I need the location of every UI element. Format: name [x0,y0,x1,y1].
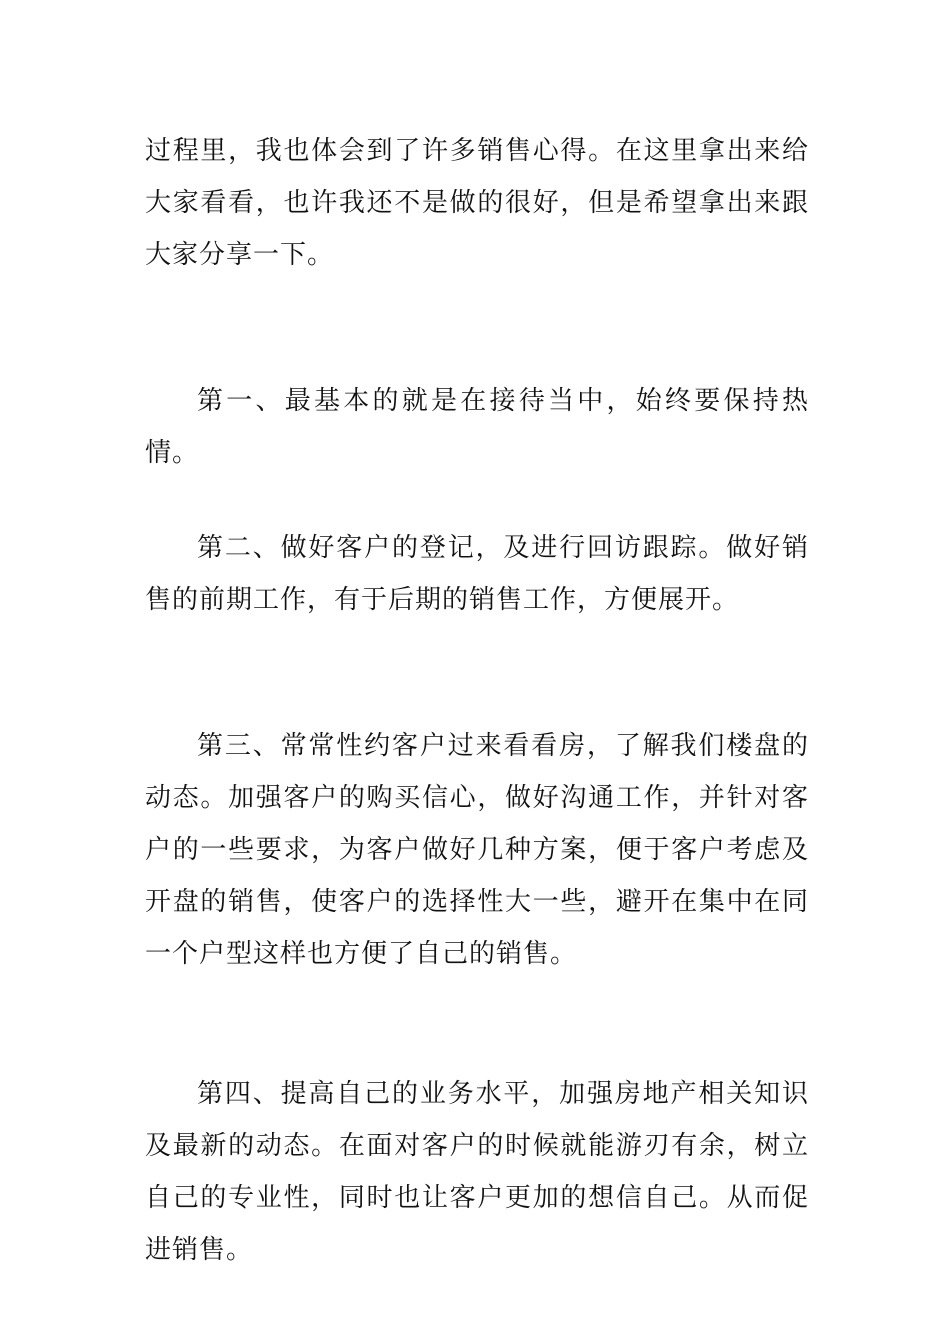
paragraph-point-two: 第二、做好客户的登记，及进行回访跟踪。做好销售的前期工作，有于后期的销售工作，方便展开。 [145,533,809,615]
paragraph-point-four: 第四、提高自己的业务水平，加强房地产相关知识及最新的动态。在面对客户的时候就能游刃有余，树立自己的专业性，同时也让客户更加的想信自己。从而促进销售。 [145,1079,809,1265]
paragraph-point-one: 第一、最基本的就是在接待当中，始终要保持热情。 [145,386,809,468]
paragraph-intro-continuation: 过程里，我也体会到了许多销售心得。在这里拿出来给大家看看，也许我还不是做的很好，但是希望拿出来跟大家分享一下。 [145,136,809,270]
paragraph-point-three: 第三、常常性约客户过来看看房，了解我们楼盘的动态。加强客户的购买信心，做好沟通工作，并针对客户的一些要求，为客户做好几种方案，便于客户考虑及开盘的销售，使客户的选择性大一些，避开在集中在同一个户型这样也方便了自己的销售。 [145,731,809,969]
